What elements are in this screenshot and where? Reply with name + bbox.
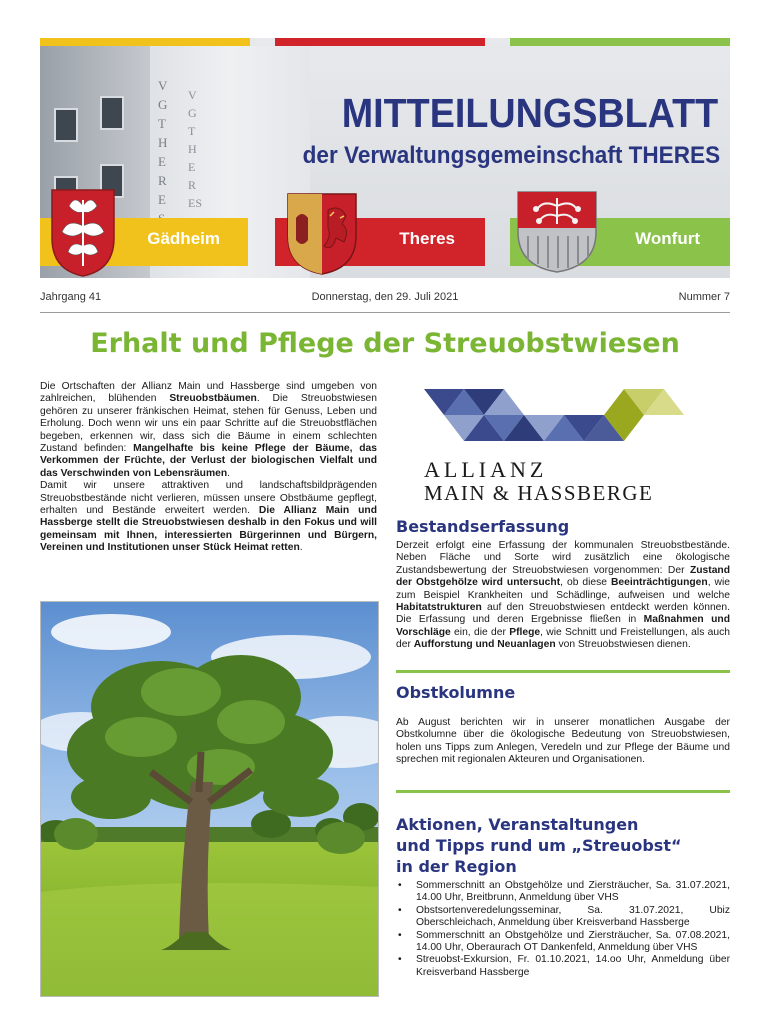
event-text: Sommerschnitt an Obstgehölze und Ziersträucher, Sa. 07.08.2021, 14.00 Uhr, Oberaurach OT Dankenfeld, Anmeldung über VHS [416, 929, 730, 954]
text-run: , ob diese [560, 577, 611, 589]
color-bar-green [510, 38, 730, 46]
coat-of-arms-theres-icon [284, 190, 360, 276]
color-bar-red [275, 38, 485, 46]
text-run: . [227, 467, 230, 479]
logo-text-allianz: ALLIANZ [424, 457, 548, 482]
building-lettering-2: VGTHERES [188, 88, 203, 210]
issue-volume: Jahrgang 41 [40, 291, 102, 303]
orchard-tree-photo [40, 601, 379, 997]
intro-paragraph-1 [40, 381, 377, 480]
section-title-aktionen [396, 814, 696, 877]
village-label-wonfurt: Wonfurt [635, 229, 700, 248]
village-label-theres: Theres [399, 229, 455, 248]
coat-of-arms-wonfurt-icon [514, 188, 600, 274]
allianz-logo [396, 385, 730, 515]
text-run: auf den Streuobstwiesen entdeckt werden können. Die Erfassung und deren Ergebnisse fließen in [396, 602, 730, 626]
bullet: • [398, 929, 402, 941]
event-item [396, 905, 730, 930]
coat-of-arms-gaedheim-icon [48, 186, 118, 278]
event-item [396, 954, 730, 979]
text-bold: Beeinträchtigungen [611, 577, 708, 589]
village-label-gaedheim: Gädheim [147, 229, 220, 248]
text-run: . [299, 542, 303, 554]
section-body-obstkolumne: Ab August berichten wir in unserer monatlichen Ausgabe der Obstkolumne über die ökologische Bedeutung von Streuobstwiesen, holen uns Tipps zum Anlegen, Veredeln und zur Pflege der Bäume und sprechen mit regionalen Akteuren und Organisationen. [396, 717, 730, 766]
masthead [40, 38, 730, 278]
bullet: • [398, 954, 402, 966]
building-window [100, 96, 124, 130]
article-headline: Erhalt und Pflege der Streuobstwiesen [90, 328, 680, 359]
event-item [396, 930, 730, 955]
text-bold: Maßnahmen und Vorschläge [396, 614, 730, 638]
event-text: Sommerschnitt an Obstgehölze und Ziersträucher, Sa. 31.07.2021, 14.00 Uhr, Breitbrunn, Anmeldung über VHS [416, 880, 730, 904]
section-title-obstkolumne: Obstkolumne [396, 683, 516, 702]
events-list [396, 880, 730, 979]
text-bold: Aufforstung und Neuanlagen [413, 639, 556, 651]
intro-text [40, 381, 377, 555]
text-bold: Zustand der Obstgehölze wird untersucht [396, 564, 730, 589]
text-bold: Mangelhafte bis keine Pflege der Bäume, das Verkommen der Früchte, der Verlust der biologischen Vielfalt und das Verschwinden von Lebensräumen [40, 443, 378, 479]
intro-paragraph-2 [40, 480, 377, 554]
newsletter-subtitle: der Verwaltungsgemeinschaft THERES [302, 142, 720, 169]
issue-line [40, 291, 730, 309]
event-text: Streuobst-Exkursion, Fr. 01.10.2021, 14.oo Uhr, Anmeldung über Kreisverband Hassberge [416, 954, 730, 978]
text-run: ein, die der [450, 626, 510, 638]
logo-text-region: MAIN & HASSBERGE [424, 481, 654, 505]
allianz-logo-graphic-icon [396, 385, 730, 455]
bullet: • [398, 880, 402, 891]
title-line: Aktionen, Veranstaltungen [396, 815, 639, 834]
bullet: • [398, 904, 402, 916]
building-window [54, 108, 78, 142]
section-divider [396, 670, 730, 673]
text-run: Die Ortschaften der Allianz Main und Hassberge sind umgeben von zahlreichen, blühenden [40, 381, 377, 405]
text-run: , wie Schnitt und Freistellungen, als auch der [396, 626, 730, 651]
building-lettering: VGTHERE [158, 78, 169, 207]
text-run: . Die Streuobstwiesen gehören zu unserer fränkischen Heimat, stehen für Genuss, Leben und Erholung. Doch wenn wir uns ein paar Schritte auf die Streuobstflächen begeben, erkennen wir, dass sich die Bäume in einem schlechten Zustand befinden: [40, 393, 377, 455]
text-run: Damit wir unsere attraktiven und landschaftsbildprägenden Streuobstbestände nicht verlieren, müssen unsere Obstbäume gepflegt, erhalten und Bestände erweitert werden. [40, 480, 377, 517]
text-bold: Streuobstbäumen [169, 393, 257, 405]
title-line: in der Region [396, 857, 517, 876]
text-bold: Habitatstrukturen [396, 602, 482, 614]
text-run: Derzeit erfolgt eine Erfassung der kommunalen Streuobstbestände. Neben Fläche und Sorte wird zusätzlich eine ökologische Zustandsbewertung der Streuobstwiesen vorgenommen: Der [396, 540, 730, 576]
issue-date: Donnerstag, den 29. Juli 2021 [311, 291, 459, 303]
event-item [396, 880, 730, 905]
title-line: und Tipps rund um „Streuobst“ [396, 836, 682, 855]
divider [40, 312, 730, 313]
text-run: , wie zum Beispiel Krankheiten und Schädlinge, aufweisen und welche [396, 577, 730, 601]
issue-number: Nummer 7 [678, 291, 730, 303]
newsletter-title: MITTEILUNGSBLATT [341, 90, 718, 136]
text-bold: Pflege [509, 626, 541, 638]
text-bold: Die Allianz Main und Hassberge stellt die Streuobstwiesen deshalb in den Fokus und will gemeinsam mit Ihnen, interessierten Bürgerinnen und Bürgern, Vereinen und Institutionen unser Stück Heimat retten [40, 505, 378, 554]
color-bar-yellow [40, 38, 250, 46]
event-text: Obstsortenveredelungsseminar, Sa. 31.07.2021, Ubiz Oberschleichach, Anmeldung über Kreisverband Hassberge [416, 904, 730, 929]
text-run: von Streuobstwiesen dienen. [555, 639, 691, 651]
section-divider [396, 790, 730, 793]
section-body-bestandserfassung [396, 540, 730, 652]
section-title-bestandserfassung: Bestandserfassung [396, 517, 570, 536]
